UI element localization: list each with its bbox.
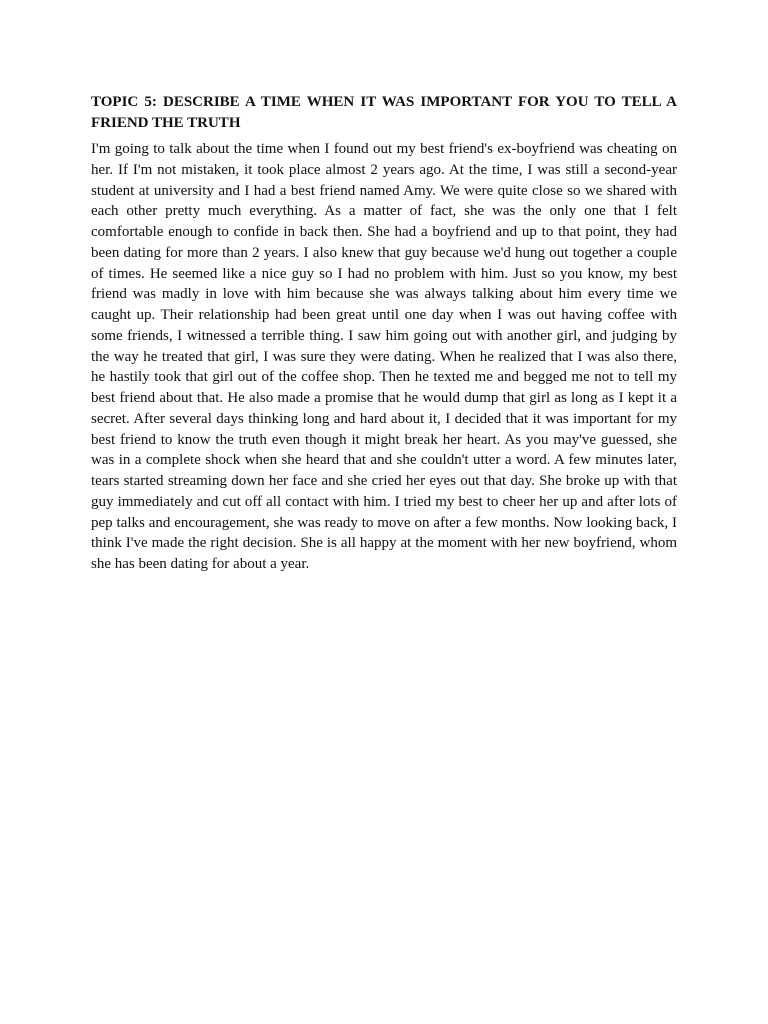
document-body-paragraph: I'm going to talk about the time when I found out my best friend's ex-boyfriend was cheating on her. If I'm not mistaken, it took place almost 2 years ago. At the time, I was still a second-year student at university and I had a best friend named Amy. We were quite close so we shared with each other pretty much everything. As a matter of fact, she was the only one that I felt comfortable enough to confide in back then. She had a boyfriend and up to that point, they had been dating for more than 2 years. I also knew that guy because we'd hung out together a couple of times. He seemed like a nice guy so I had no problem with him. Just so you know, my best friend was madly in love with him because she was always talking about him every time we caught up. Their relationship had been great until one day when I was out having coffee with some friends, I witnessed a terrible thing. I saw him going out with another girl, and judging by the way he treated that girl, I was sure they were dating. When he realized that I was also there, he hastily took that girl out of the coffee shop. Then he texted me and begged me not to tell my best friend about that. He also made a promise that he would dump that girl as long as I kept it a secret. After several days thinking long and hard about it, I decided that it was important for my best friend to know the truth even though it might break her heart. As you may've guessed, she was in a complete shock when she heard that and she couldn't utter a word. A few minutes later, tears started streaming down her face and she cried her eyes out that day. She broke up with that guy immediately and cut off all contact with him. I tried my best to cheer her up and after lots of pep talks and encouragement, she was ready to move on after a few months. Now looking back, I think I've made the right decision. She is all happy at the moment with her new boyfriend, whom she has been dating for about a year. [91,141,677,572]
document-title: TOPIC 5: DESCRIBE A TIME WHEN IT WAS IMPORTANT FOR YOU TO TELL A FRIEND THE TRUTH [91,94,677,131]
document-page [91,92,677,575]
